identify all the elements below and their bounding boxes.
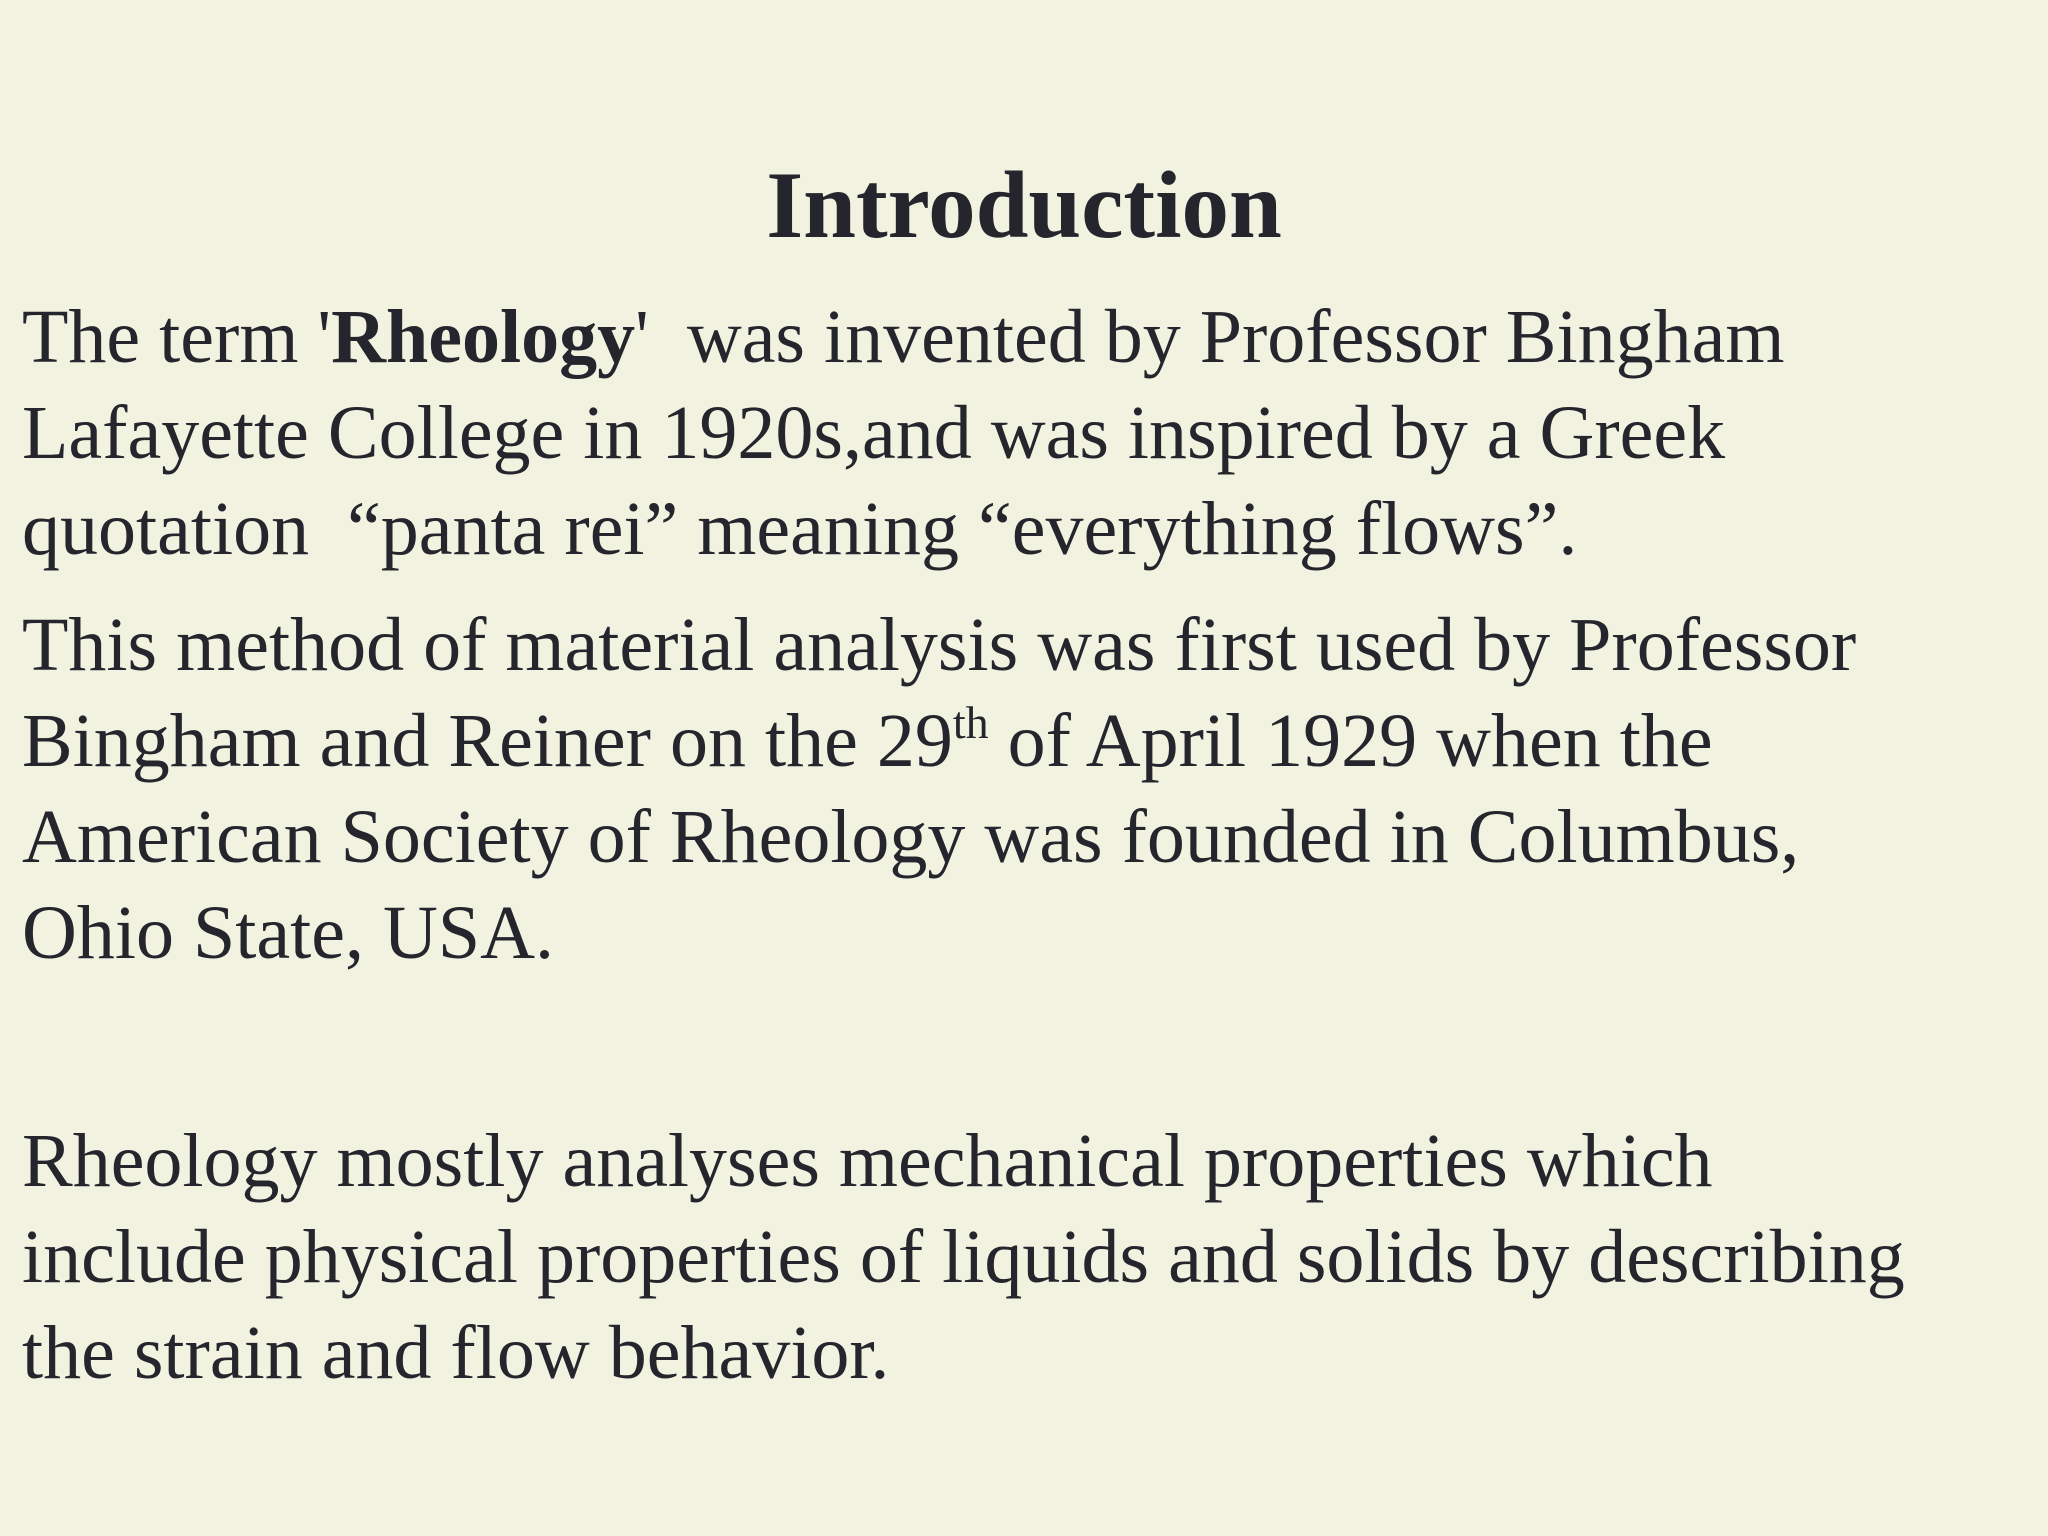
text-line: [22, 289, 2022, 385]
text-segment: Bingham and Reiner on the 29: [22, 699, 953, 783]
paragraph-mechanical-properties: [22, 1113, 2022, 1401]
text-line: include physical properties of liquids and solids by describing: [22, 1215, 1905, 1299]
text-line: the strain and flow behavior.: [22, 1311, 890, 1395]
paragraph-rheology-origin: [22, 289, 2022, 577]
text-segment: of April 1929 when the: [988, 699, 1713, 783]
text-line: This method of material analysis was first used by Professor: [22, 603, 1857, 687]
text-segment: ' was invented by Professor Bingham: [635, 295, 1785, 379]
text-line: quotation “panta rei” meaning “everything flows”.: [22, 487, 1578, 571]
ordinal-superscript: th: [952, 697, 989, 748]
text-line: Lafayette College in 1920s,and was inspired by a Greek: [22, 391, 1726, 475]
text-line: Ohio State, USA.: [22, 891, 554, 975]
paragraph-first-use: [22, 597, 2022, 981]
text-line: [22, 693, 2022, 789]
text-line: American Society of Rheology was founded in Columbus,: [22, 795, 1800, 879]
text-segment: The term ': [22, 295, 332, 379]
term-rheology: Rheology: [331, 295, 636, 379]
text-line: Rheology mostly analyses mechanical properties which: [22, 1119, 1713, 1203]
slide-title: Introduction: [766, 152, 1282, 258]
